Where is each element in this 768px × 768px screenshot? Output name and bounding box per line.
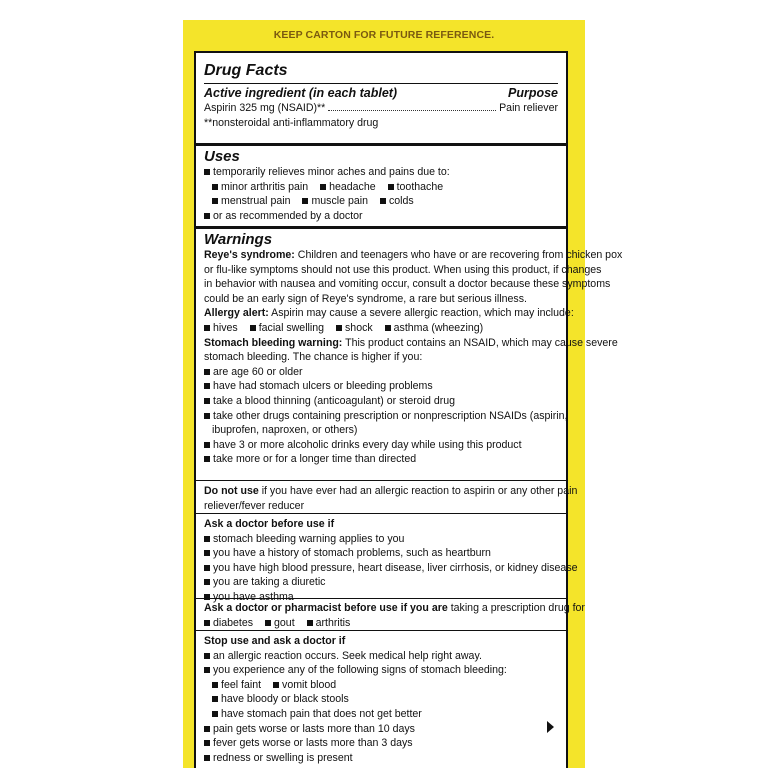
- bullet-icon: [204, 667, 210, 673]
- warnings-section: [196, 226, 623, 467]
- ask-pharmacist-section: [196, 598, 585, 630]
- reyes-line-3: in behavior with nausea and vomiting occur, consult a doctor because these symptoms: [204, 278, 611, 291]
- reyes-line-4: could be an early sign of Reye's syndrome, a rare but serious illness.: [204, 292, 527, 305]
- bullet-icon: [204, 213, 210, 219]
- uses-intro: temporarily relieves minor aches and pains due to:: [204, 165, 558, 180]
- list-item: take more or for a longer time than directed: [204, 452, 558, 467]
- ingredient-row: [204, 101, 558, 116]
- allergy-items: hives facial swelling shock asthma (wheezing): [204, 321, 558, 336]
- bullet-icon: [204, 536, 210, 542]
- do-not-use-section: [196, 480, 578, 513]
- bullet-icon: [336, 325, 342, 331]
- list-item: redness or swelling is present: [204, 751, 558, 766]
- uses-section: [196, 143, 566, 223]
- uses-row-1: minor arthritis pain headache toothache: [204, 180, 558, 195]
- ask-doctor-section: [196, 513, 578, 605]
- bullet-icon: [204, 726, 210, 732]
- stop-use-section: [196, 630, 566, 765]
- bullet-icon: [204, 442, 210, 448]
- bullet-icon: [212, 696, 218, 702]
- ingredient-footnote: **nonsteroidal anti-inflammatory drug: [204, 116, 379, 129]
- bullet-icon: [204, 740, 210, 746]
- stop-use-heading: Stop use and ask a doctor if: [204, 635, 346, 647]
- drug-facts-section: [196, 53, 566, 130]
- ask-doctor-heading: Ask a doctor before use if: [204, 518, 335, 530]
- purpose-heading: Purpose: [507, 86, 558, 100]
- carton-note: KEEP CARTON FOR FUTURE REFERENCE.: [273, 29, 495, 41]
- bullet-icon: [204, 755, 210, 761]
- ingredient-purpose: Pain reliever: [499, 102, 558, 114]
- bullet-icon: [204, 369, 210, 375]
- carton-background: [183, 20, 623, 768]
- bullet-icon: [250, 325, 256, 331]
- list-item: are age 60 or older: [204, 365, 558, 380]
- ask-pharmacist-line: Ask a doctor or pharmacist before use if you are taking a prescription drug for: [204, 602, 585, 614]
- bullet-icon: [320, 184, 326, 190]
- bullet-icon: [302, 198, 308, 204]
- bullet-icon: [212, 682, 218, 688]
- continue-arrow-icon: [547, 721, 554, 733]
- bullet-icon: [204, 325, 210, 331]
- dot-leader: [328, 110, 496, 111]
- warnings-title: Warnings: [204, 231, 273, 248]
- list-item: have bloody or black stools: [204, 692, 558, 707]
- list-item: an allergic reaction occurs. Seek medical help right away.: [204, 649, 558, 664]
- pharmacist-items: diabetes gout arthritis: [204, 616, 558, 631]
- bullet-icon: [388, 184, 394, 190]
- bullet-icon: [204, 653, 210, 659]
- uses-row-2: menstrual pain muscle pain colds: [204, 194, 558, 209]
- bullet-icon: [204, 413, 210, 419]
- list-item: you experience any of the following signs of stomach bleeding:: [204, 663, 558, 678]
- list-item: pain gets worse or lasts more than 10 days: [204, 722, 558, 737]
- bullet-icon: [204, 398, 210, 404]
- bullet-icon: [204, 579, 210, 585]
- bullet-icon: [204, 169, 210, 175]
- bullet-icon: [265, 620, 271, 626]
- bleeding-warning-1: Stomach bleeding warning: This product contains an NSAID, which may cause severe: [204, 336, 618, 349]
- list-item-continued: ibuprofen, naproxen, or others): [212, 424, 358, 437]
- drug-facts-panel: [194, 51, 623, 768]
- do-not-use-line-2: reliever/fever reducer: [204, 499, 305, 512]
- bleeding-signs-row: feel faint vomit blood: [204, 678, 558, 693]
- bullet-icon: [212, 184, 218, 190]
- bullet-icon: [212, 711, 218, 717]
- list-item: stomach bleeding warning applies to you: [204, 532, 558, 547]
- list-item: fever gets worse or lasts more than 3 days: [204, 736, 558, 751]
- drug-facts-title: Drug Facts: [204, 61, 558, 84]
- reyes-line-2: or flu-like symptoms should not use this product. When using this product, if changes: [204, 263, 602, 276]
- bullet-icon: [204, 565, 210, 571]
- bullet-icon: [204, 550, 210, 556]
- bullet-icon: [212, 198, 218, 204]
- list-item: you have high blood pressure, heart disease, liver cirrhosis, or kidney disease: [204, 561, 558, 576]
- list-item: take other drugs containing prescription or nonprescription NSAIDs (aspirin,: [204, 409, 558, 424]
- bullet-icon: [204, 456, 210, 462]
- reyes-line-1: Reye's syndrome: Children and teenagers who have or are recovering from chicken pox: [204, 249, 623, 261]
- uses-title: Uses: [204, 148, 240, 165]
- bullet-icon: [204, 620, 210, 626]
- list-item: have had stomach ulcers or bleeding problems: [204, 379, 558, 394]
- active-ingredient-heading: Active ingredient (in each tablet): [204, 86, 398, 100]
- bleeding-warning-2: stomach bleeding. The chance is higher if you:: [204, 351, 423, 364]
- bullet-icon: [380, 198, 386, 204]
- do-not-use-line-1: Do not use if you have ever had an allergic reaction to aspirin or any other pain: [204, 485, 578, 497]
- list-item: you have a history of stomach problems, such as heartburn: [204, 546, 558, 561]
- list-item: have stomach pain that does not get better: [204, 707, 558, 722]
- list-item: have 3 or more alcoholic drinks every day while using this product: [204, 438, 558, 453]
- bullet-icon: [307, 620, 313, 626]
- bullet-icon: [204, 383, 210, 389]
- ingredient-name: Aspirin 325 mg (NSAID)**: [204, 102, 326, 114]
- allergy-alert: Allergy alert: Aspirin may cause a severe allergic reaction, which may include:: [204, 307, 574, 320]
- bullet-icon: [385, 325, 391, 331]
- list-item: take a blood thinning (anticoagulant) or steroid drug: [204, 394, 558, 409]
- uses-last: or as recommended by a doctor: [204, 209, 558, 224]
- bullet-icon: [273, 682, 279, 688]
- active-ingredient-header: [204, 86, 558, 101]
- list-item: you are taking a diuretic: [204, 575, 558, 590]
- list-item: you have asthma: [204, 590, 558, 605]
